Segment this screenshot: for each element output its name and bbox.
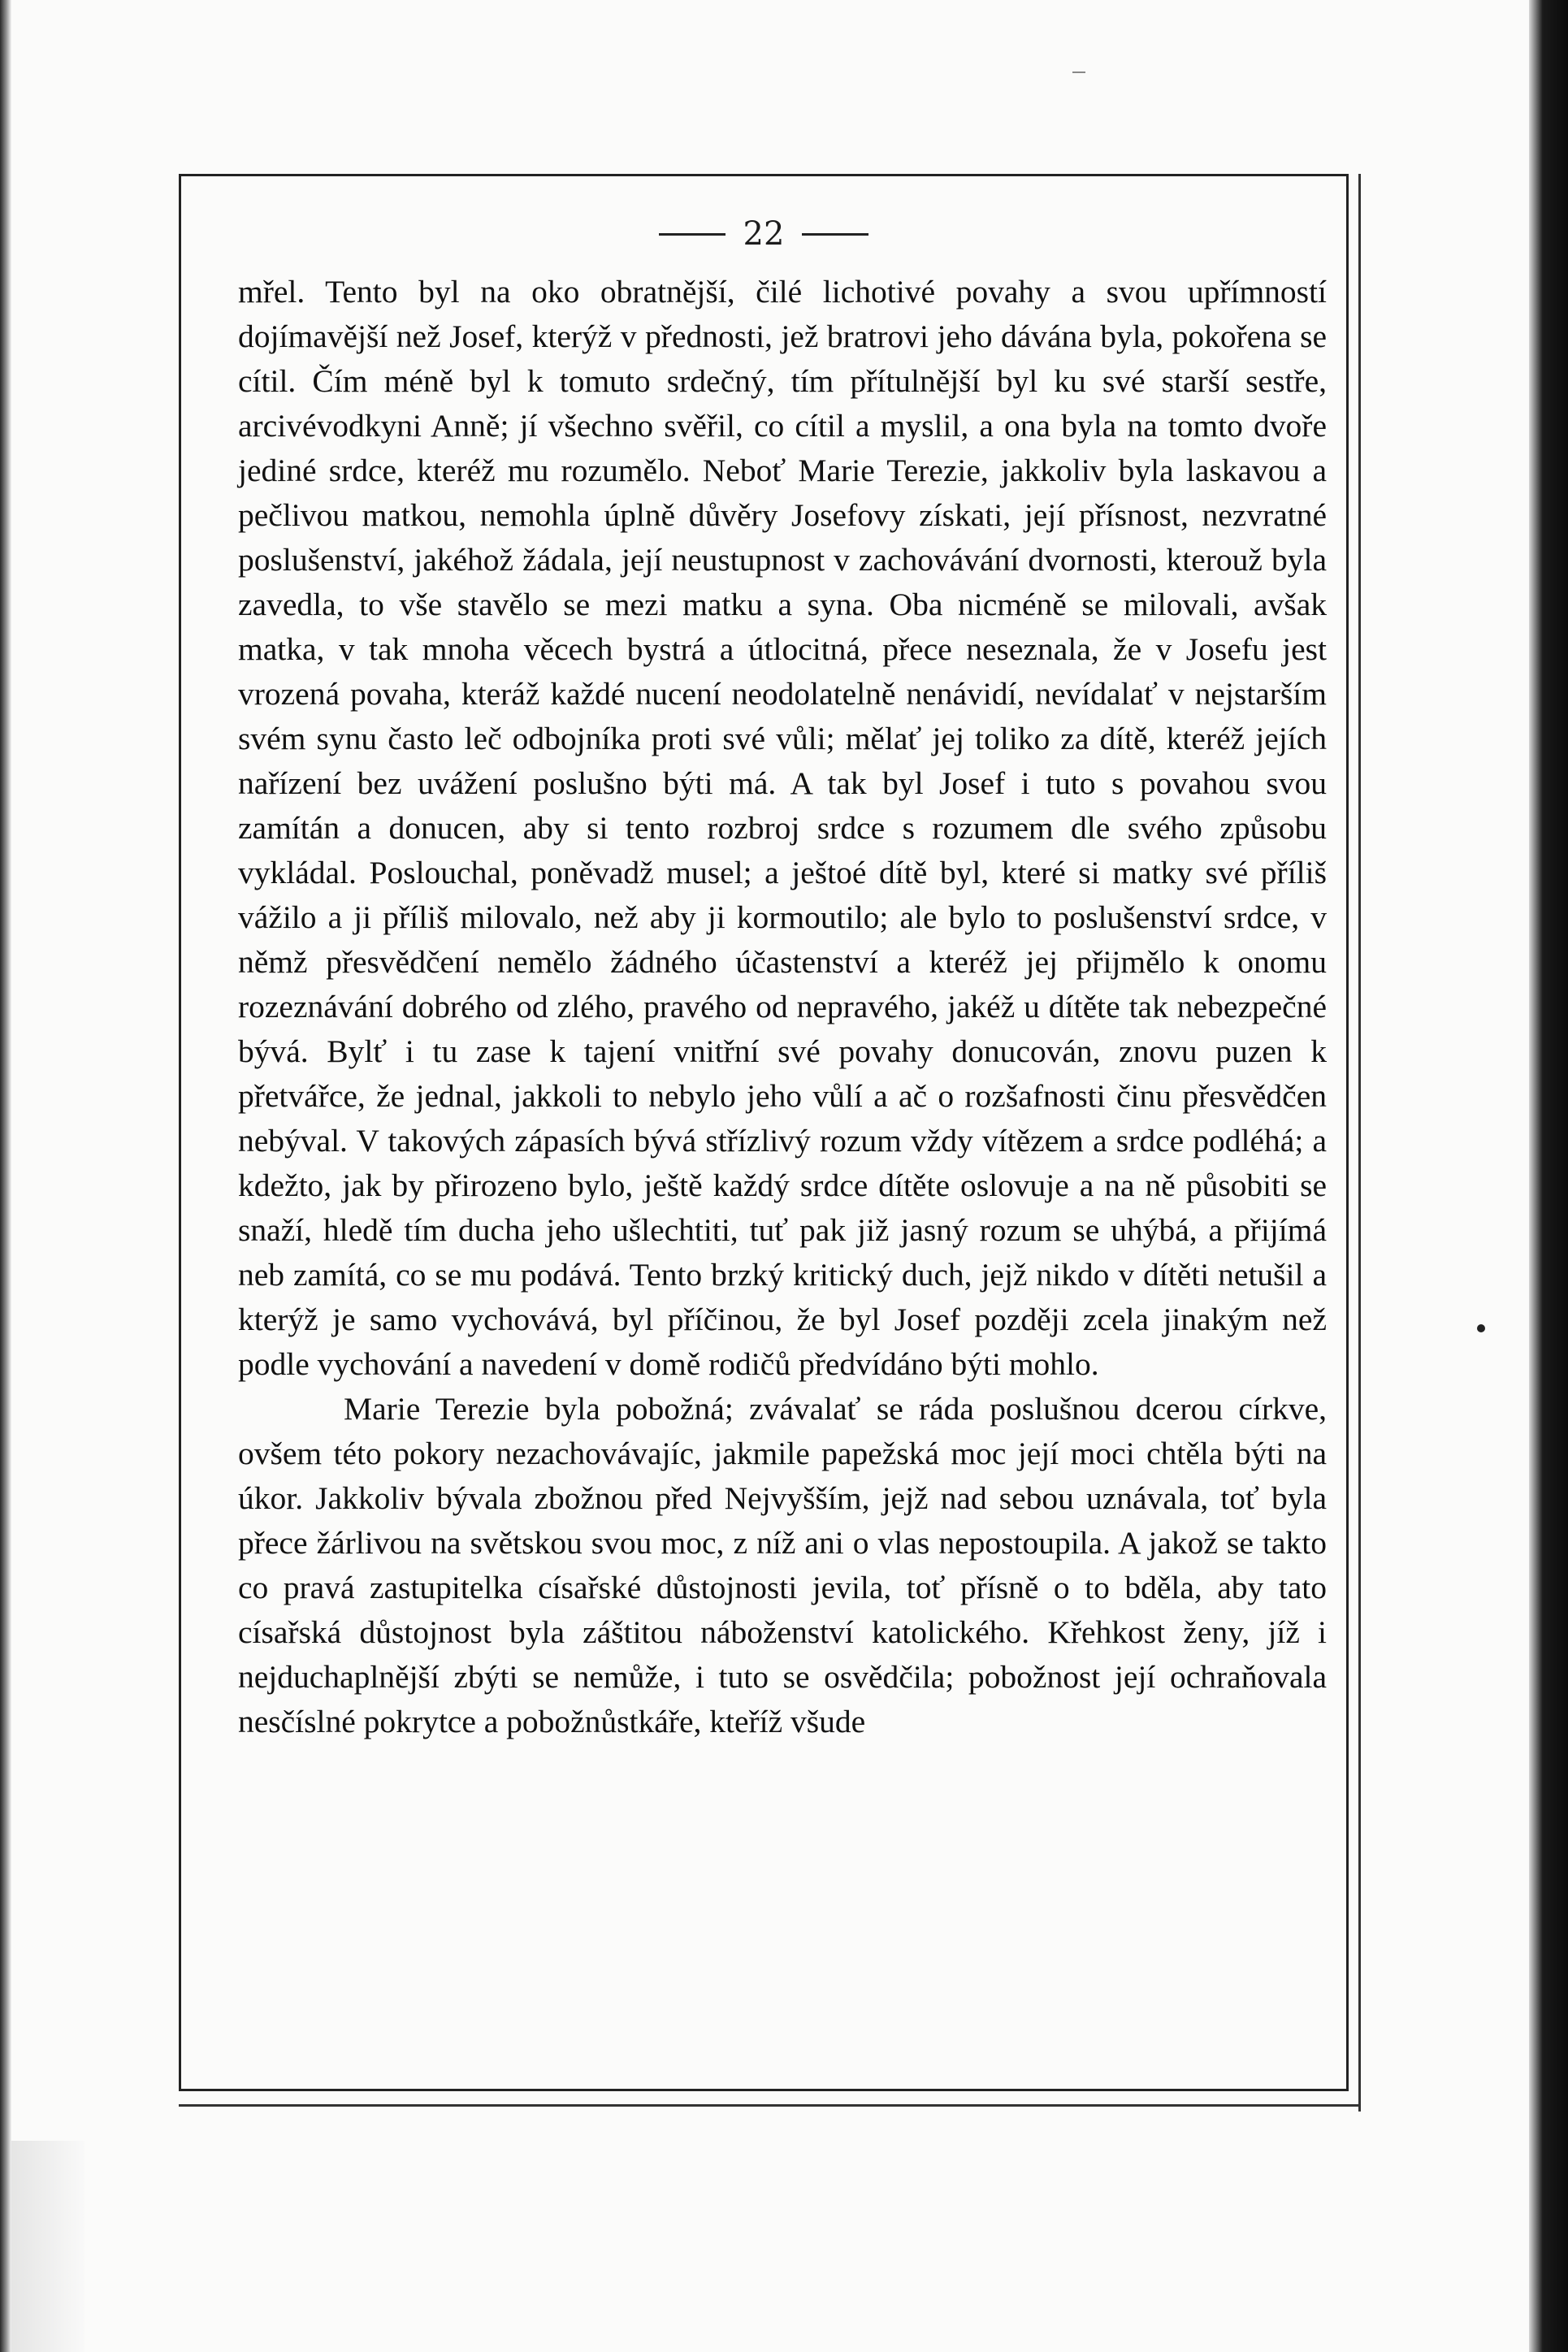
ink-spot (1477, 1324, 1485, 1332)
text-frame (179, 174, 1349, 2091)
scan-mark (1072, 71, 1085, 73)
body-text (238, 270, 1327, 1744)
paragraph: mřel. Tento byl na oko obratnější, čilé lichotivé povahy a svou upřímností dojímavější než Josef, kterýž v přednosti, jež bratrovi jeho dávána byla, pokořena se cítil. Čím méně byl k tomuto srdečný, tím přítulnější byl ku své starší sestře, arcivévodkyni Anně; jí všechno svěřil, co cítil a myslil, a ona byla na tomto dvoře jediné srdce, kteréž mu rozumělo. Neboť Marie Terezie, jakkoliv byla laskavou a pečlivou matkou, nemohla úplně důvěry Josefovy získati, její přísnost, nezvratné poslušenství, jakéhož žádala, její neustupnost v zachovávání dvornosti, kterouž byla zavedla, to vše stavělo se mezi matku a syna. Oba nicméně se milovali, avšak matka, v tak mnoha věcech bystrá a útlocitná, přece neseznala, že v Josefu jest vrozená povaha, kteráž každé nucení neodolatelně nenávidí, nevídalať v nejstarším svém synu často leč odbojníka proti své vůli; mělať jej toliko za dítě, kteréž jejích nařízení bez uvážení poslušno býti má. A tak byl Josef i tuto s povahou svou zamítán a donucen, aby si tento rozbroj srdce s rozumem dle svého způsobu vykládal. Poslouchal, poněvadž musel; a ještoé dítě byl, které si matky své příliš vážilo a ji příliš milovalo, než aby ji kormoutilo; ale bylo to poslušenství srdce, v němž přesvědčení nemělo žádného účastenství a kteréž jej přijmělo k onomu rozeznávání dobrého od zlého, pravého od nepravého, jakéž u dítěte tak nebezpečné bývá. Bylť i tu zase k tajení vnitřní své povahy donucován, znovu puzen k přetvářce, že jednal, jakkoli to nebylo jeho vůlí a ač o rozšafnosti činu přesvědčen nebýval. V takových zápasích bývá střízlivý rozum vždy vítězem a srdce podléhá; a kdežto, jak by přirozeno bylo, ještě každý srdce dítěte oslovuje a na ně působiti se snaží, hledě tím ducha jeho ušlechtiti, tuť pak již jasný rozum se uhýbá, a přijímá neb zamítá, co se mu podává. Tento brzký kritický duch, jejž nikdo v dítěti netušil a kterýž je samo vychovává, byl příčinou, že byl Josef později zcela jinakým než podle vychování a navedení v domě rodičů předvídáno býti mohlo. (238, 274, 1327, 1382)
page-number: 22 (743, 215, 785, 253)
header-dash-left (659, 233, 726, 236)
frame-shadow-right (1358, 174, 1361, 2112)
header-dash-right (802, 233, 868, 236)
paragraph: Marie Terezie byla pobožná; zvávalať se ráda poslušnou dcerou církve, ovšem této pokory nezachovávajíc, jakmile papežská moc její moci chtěla býti na úkor. Jakkoliv bývala zbožnou před Nejvyšším, jejž nad sebou uznávala, toť byla přece žárlivou na světskou svou moc, z níž ani o vlas nepostoupila. A jakož se takto co pravá zastupitelka císařské důstojnosti jevila, toť přísně o to bděla, aby tato císařská důstojnost byla záštitou náboženství katolického. Křehkost ženy, jíž i nejduchaplnější zbýti se nemůže, i tuto se osvědčila; pobožnost její ochraňovala nesčíslné pokrytce a pobožnůstkáře, kteříž všude (238, 1391, 1327, 1739)
page-edge-right (1529, 0, 1568, 2352)
frame-shadow-bottom (179, 2104, 1361, 2107)
page-edge-bottom-shadow (11, 2141, 84, 2352)
page-edge-left (0, 0, 11, 2352)
page-header (181, 215, 1346, 253)
